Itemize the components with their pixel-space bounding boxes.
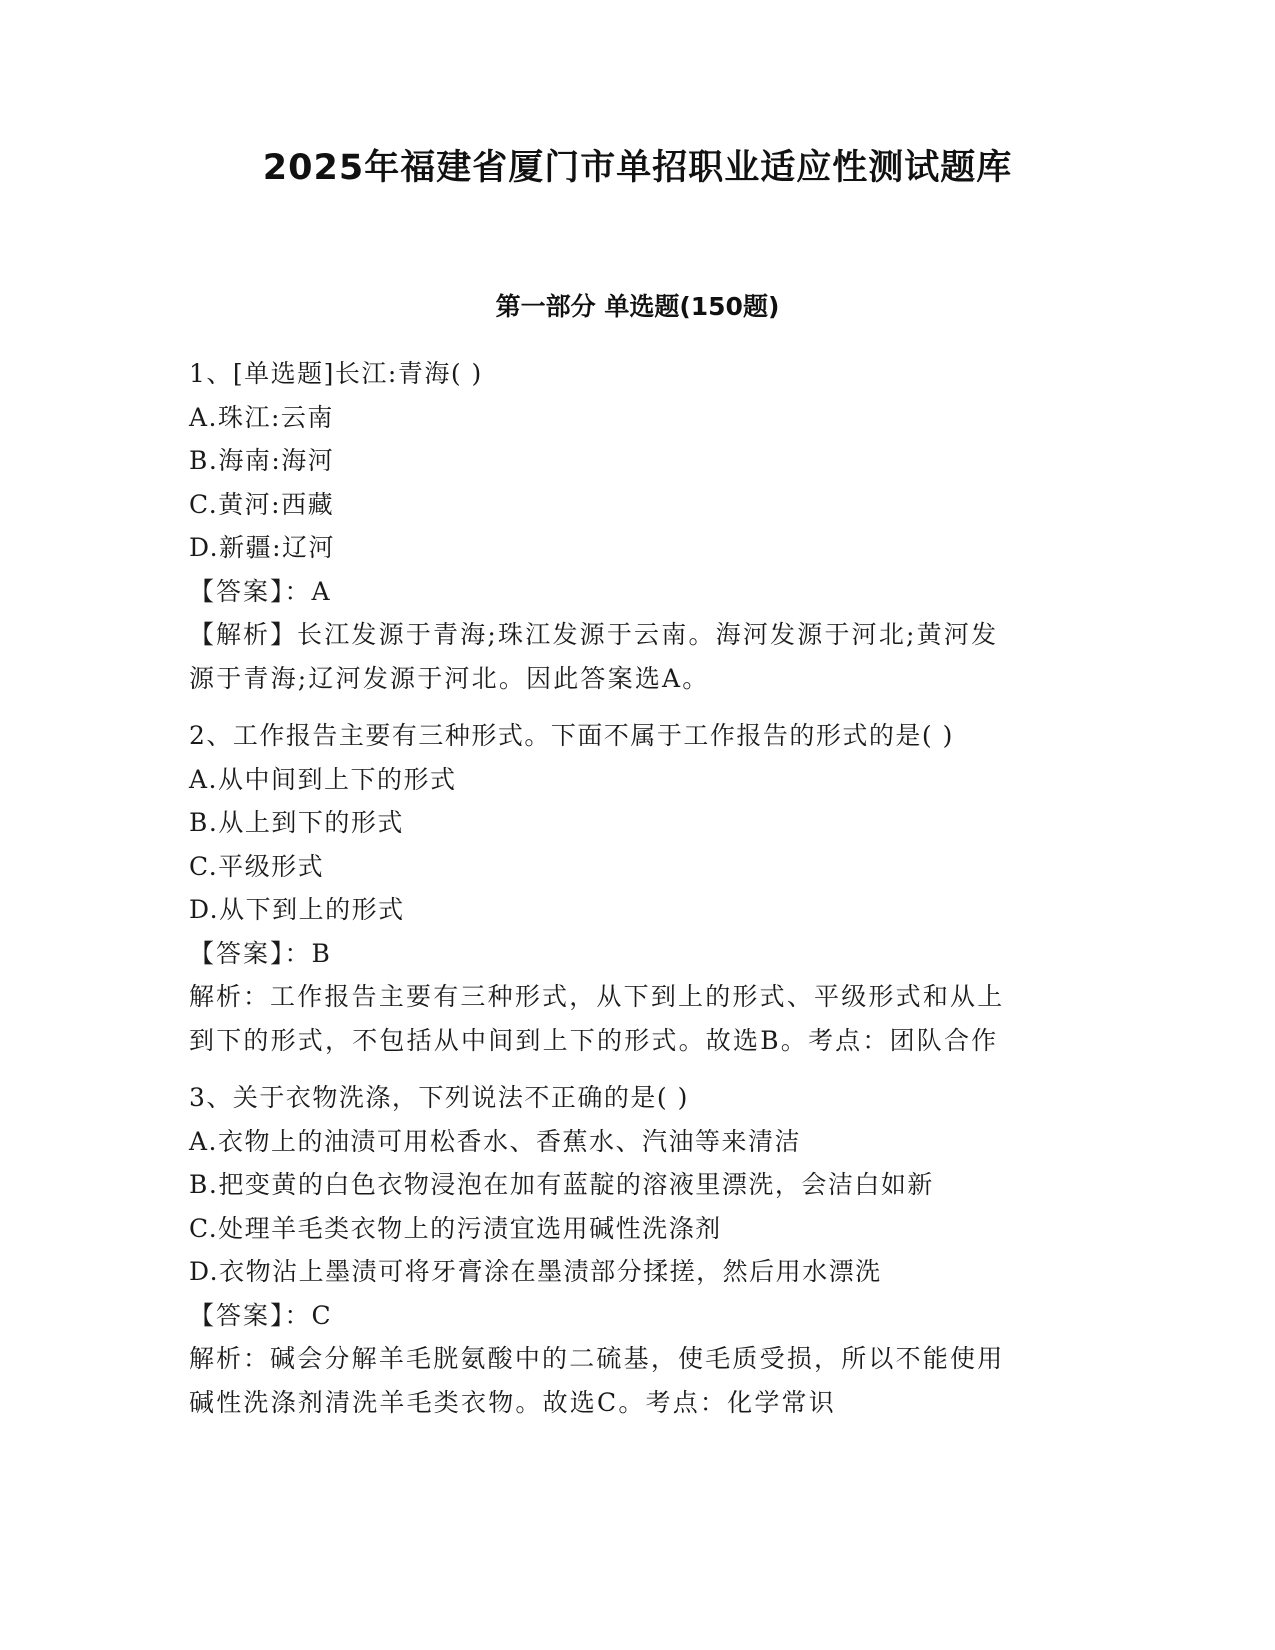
answer-value: C xyxy=(311,1300,331,1330)
answer-label: 【答案】： xyxy=(189,938,312,968)
answer-label: 【答案】： xyxy=(189,1300,312,1330)
question-list xyxy=(189,352,1079,1438)
answer-label: 【答案】： xyxy=(189,576,312,606)
question-item xyxy=(189,714,1079,1062)
option-a: A.从中间到上下的形式 xyxy=(189,764,457,794)
option-d: D.新疆:辽河 xyxy=(189,533,336,562)
explanation-text: 长江发源于青海;珠江发源于云南。海河发源于河北;黄河发 xyxy=(297,620,999,649)
explanation-label: 【解析】 xyxy=(189,620,298,649)
explanation-line: 碱性洗涤剂清洗羊毛类衣物。故选C。考点：化学常识 xyxy=(189,1387,836,1417)
question-stem: 3、关于衣物洗涤，下列说法不正确的是( ) xyxy=(189,1083,689,1112)
answer-row xyxy=(189,932,1079,976)
option-c: C.黄河:西藏 xyxy=(189,489,335,519)
answer-value: A xyxy=(311,576,330,606)
answer-row xyxy=(189,570,1079,614)
option-d: D.从下到上的形式 xyxy=(189,895,405,924)
option-b: B.把变黄的白色衣物浸泡在加有蓝靛的溶液里漂洗，会洁白如新 xyxy=(189,1170,934,1199)
explanation-line xyxy=(189,1337,1079,1381)
option-d: D.衣物沾上墨渍可将牙膏涂在墨渍部分揉搓，然后用水漂洗 xyxy=(189,1257,882,1286)
explanation-text: 碱会分解羊毛胱氨酸中的二硫基，使毛质受损，所以不能使用 xyxy=(270,1344,1005,1373)
section-title: 第一部分 单选题(150题) xyxy=(495,292,780,321)
option-b: B.海南:海河 xyxy=(189,446,335,475)
option-c: C.处理羊毛类衣物上的污渍宜选用碱性洗涤剂 xyxy=(189,1213,722,1243)
explanation-line xyxy=(189,613,1079,657)
option-a: A.珠江:云南 xyxy=(189,402,334,432)
answer-row xyxy=(189,1294,1079,1338)
explanation-line xyxy=(189,975,1079,1019)
question-item xyxy=(189,1076,1079,1424)
question-item xyxy=(189,352,1079,700)
answer-value: B xyxy=(311,938,330,968)
question-stem: 1、[单选题]长江:青海( ) xyxy=(189,359,483,388)
option-b: B.从上到下的形式 xyxy=(189,808,404,837)
option-a: A.衣物上的油渍可用松香水、香蕉水、汽油等来清洁 xyxy=(189,1126,802,1156)
option-c: C.平级形式 xyxy=(189,851,325,881)
question-stem: 2、工作报告主要有三种形式。下面不属于工作报告的形式的是( ) xyxy=(189,721,954,750)
document-title: 2025年福建省厦门市单招职业适应性测试题库 xyxy=(262,148,1013,188)
explanation-line: 到下的形式，不包括从中间到上下的形式。故选B。考点：团队合作 xyxy=(189,1025,999,1055)
explanation-label: 解析： xyxy=(189,1344,271,1373)
explanation-label: 解析： xyxy=(189,982,271,1011)
explanation-line: 源于青海;辽河发源于河北。因此答案选A。 xyxy=(189,663,710,693)
explanation-text: 工作报告主要有三种形式，从下到上的形式、平级形式和从上 xyxy=(270,982,1005,1011)
